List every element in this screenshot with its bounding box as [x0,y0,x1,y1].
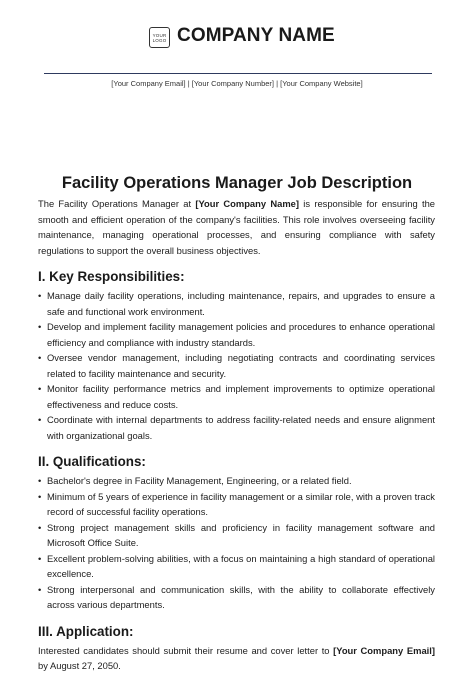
intro-text-end: is responsible for ensuring the smooth and efficient operation of the company's facilities. This role involves overseeing facility maintenance, managing operational processes, and ensuring compliance with safety regulations to support the overall business objectives. [38,198,435,256]
company-logo [149,27,170,48]
responsibilities-list [38,288,435,443]
list-item: • Strong interpersonal and communication skills, with the ability to collaborate effectively across various departments. [38,582,435,613]
logo-text-line2: LOGO [152,37,167,43]
document-body [38,196,435,671]
list-item: • Oversee vendor management, including negotiating contracts and coordinating services related to facility maintenance and security. [38,350,435,381]
intro-paragraph [38,196,435,258]
application-email-placeholder: [Your Company Email] [333,644,435,656]
list-item: • Coordinate with internal departments to address facility-related needs and ensure alignment with organizational goals. [38,412,435,443]
application-paragraph [38,643,435,671]
document-header [0,24,474,54]
contact-line: [Your Company Email] | [Your Company Number] | [Your Company Website] [111,79,363,88]
application-text-start: Interested candidates should submit their resume and cover letter to [38,644,334,656]
qualifications-list [38,473,435,613]
section-heading-qualifications: II. Qualifications: [38,454,146,469]
list-item: • Minimum of 5 years of experience in facility management or a similar role, with a proven track record of successful facility operations. [38,489,435,520]
list-item: • Develop and implement facility management policies and procedures to enhance operational efficiency and compliance with industry standards. [38,319,435,350]
section-heading-application: III. Application: [38,623,134,639]
list-item: • Manage daily facility operations, including maintenance, repairs, and upgrades to ensure a safe and functional work environment. [38,288,435,319]
intro-text-start: The Facility Operations Manager at [38,198,196,209]
intro-company-placeholder: [Your Company Name] [195,198,300,209]
section-heading-responsibilities: I. Key Responsibilities: [38,269,185,284]
list-item: • Bachelor's degree in Facility Management, Engineering, or a related field. [38,473,435,489]
list-item: • Excellent problem-solving abilities, with a focus on maintaining a high standard of operational excellence. [38,551,435,582]
logo-text-line1: YOUR [152,32,167,38]
list-item: • Strong project management skills and proficiency in facility management software and Microsoft Office Suite. [38,520,435,551]
document-title: Facility Operations Manager Job Description [61,174,413,192]
application-text-end: by August 27, 2050. [38,660,121,671]
company-name: COMPANY NAME [177,25,335,46]
list-item: • Monitor facility performance metrics and implement improvements to optimize operational effectiveness and reduce costs. [38,381,435,412]
header-divider [44,73,432,74]
